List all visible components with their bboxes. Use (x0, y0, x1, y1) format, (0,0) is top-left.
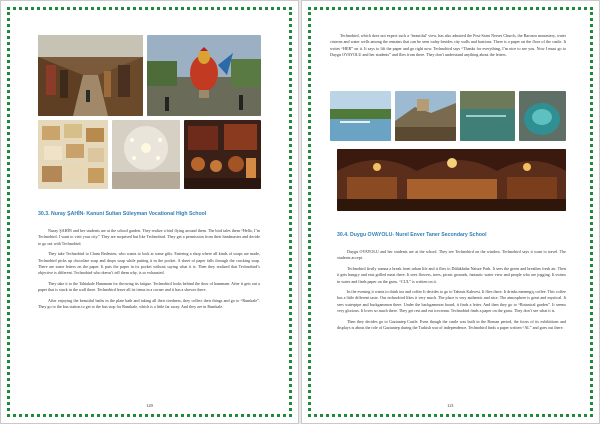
photo-park-lake (330, 91, 391, 141)
body-text (38, 228, 260, 314)
paragraph: After enjoying the beautiful baths in the plate bath and taking all their tiredness, they collect their things and go to “Rumkale”. They go to the bus station to get to the bus stop for Rumkale, which is a little far away. And they are in Rumkale. (38, 297, 260, 310)
photo-museum-hall (337, 149, 566, 211)
body-text (337, 249, 566, 335)
paragraph: Technobird, which does not expect such a ‘beautiful’ view, has also admired the Post-Saint Nerses Church, the Barosea monastery, water cisterns and water wells among the remains that can be seen today besides city walls and bastions. There is a paper on the floor of the castle. It writes “HER” on it. It says to lift the paper and go right now. Technobird says “Thanks for everything, I’m nice to see you. Now I must go to Duygu OVAYOLU and her students” and flies from there. They don’t understand anything about the letters. (330, 33, 566, 58)
paragraph: Duygu OVAYOLU and her students are at the school. They see Technobird on the window. Technobird says it want to travel. The students accept. (337, 249, 566, 261)
page-number: 120 (146, 403, 153, 408)
photo-castle-view (395, 91, 456, 141)
paragraph: In the evening it wants to drink tea and coffee It decides to go to Tahmis Kahvesi. It flies there. It drinks menengiç coffee. This coffee has a little different taste. Our technobird likes it very much. The place is very authentic and nice. The atmosphere is great and mystical. It sees waterpipe and backgammon there. Under the backgammon board, it finds a letter. And then they go to “Botanical garden”. It seems very glorious. It loves so much there. They get rest and eat icecream. Technobird finds a paper on the grass. They don’t see what it is. (337, 289, 566, 314)
paragraph: Then they decides go to Gaziantep Castle. Even though the castle was built in the Roman period, the focus of its exhibitions and displays is about the role of Gaziantep during the Turkish war of independence. Technobird finds a paper written “AL” and goes out there. (337, 318, 566, 331)
photo-pool (519, 91, 566, 141)
photo-hammam-dome (112, 120, 180, 189)
page-border (308, 7, 593, 417)
photo-river (460, 91, 515, 141)
paragraph: Technobird firstly wanna a break from urban life and it flies to Dülükbaba Nature Park. It sees the green and breathes fresh air. Then it gets hungry and eats grilled meat there. It sees flowers, trees, picnic grounds, fantastic water view and people who are jogging. It swims in water and finds paper on the grass. “CUL” is written on it. (337, 265, 566, 284)
paragraph: They take it to the Tahtakale Hammam for throwing its fatigue. Technobird looks behind the door of hammam. After it gets out a paper that is stuck in the wall there. Technobird leave all its items in a corner and it has a shower there. (38, 280, 260, 293)
photo-rooster-sculpture (147, 35, 261, 116)
paragraph: They take Technobird to Cham Bedesten, who wants to look at some gifts. Entering a shop where all kinds of soaps are made, Technobird picks up chocolate soap and drops soap while putting it in the pocket. A sheet of paper falls through the cracking soap. There are some letters on the paper. It puts the paper in its pocket without saying what it is. Then they realized that Technobird’s objective is different. Technobird who doesn’t tell them why, is so exhausted. (38, 251, 260, 276)
section-heading: 30.3. Nuray ŞAHİN- Kanuni Sultan Süleyman Vocational High School (38, 211, 207, 217)
photo-bazaar-street (38, 35, 143, 116)
photo-copper-shop (184, 120, 261, 189)
paragraph: Nuray ŞAHİN and her students are at the school garden. They realize a bird flying around them. The bird tales them “Hello, I’m Technobird. I want to visit your city.” They are surprised but like Technobird. They get a permission from their headmaster and decide to go out with Technobird. (38, 228, 260, 246)
section-heading: 30.4. Duygu OVAYOLU- Nurel Enver Taner Secondary School (337, 232, 487, 238)
intro-text (330, 33, 566, 63)
photo-soaps (38, 120, 108, 189)
page-number: 121 (447, 403, 454, 408)
right-page (301, 0, 600, 424)
left-page (0, 0, 299, 424)
